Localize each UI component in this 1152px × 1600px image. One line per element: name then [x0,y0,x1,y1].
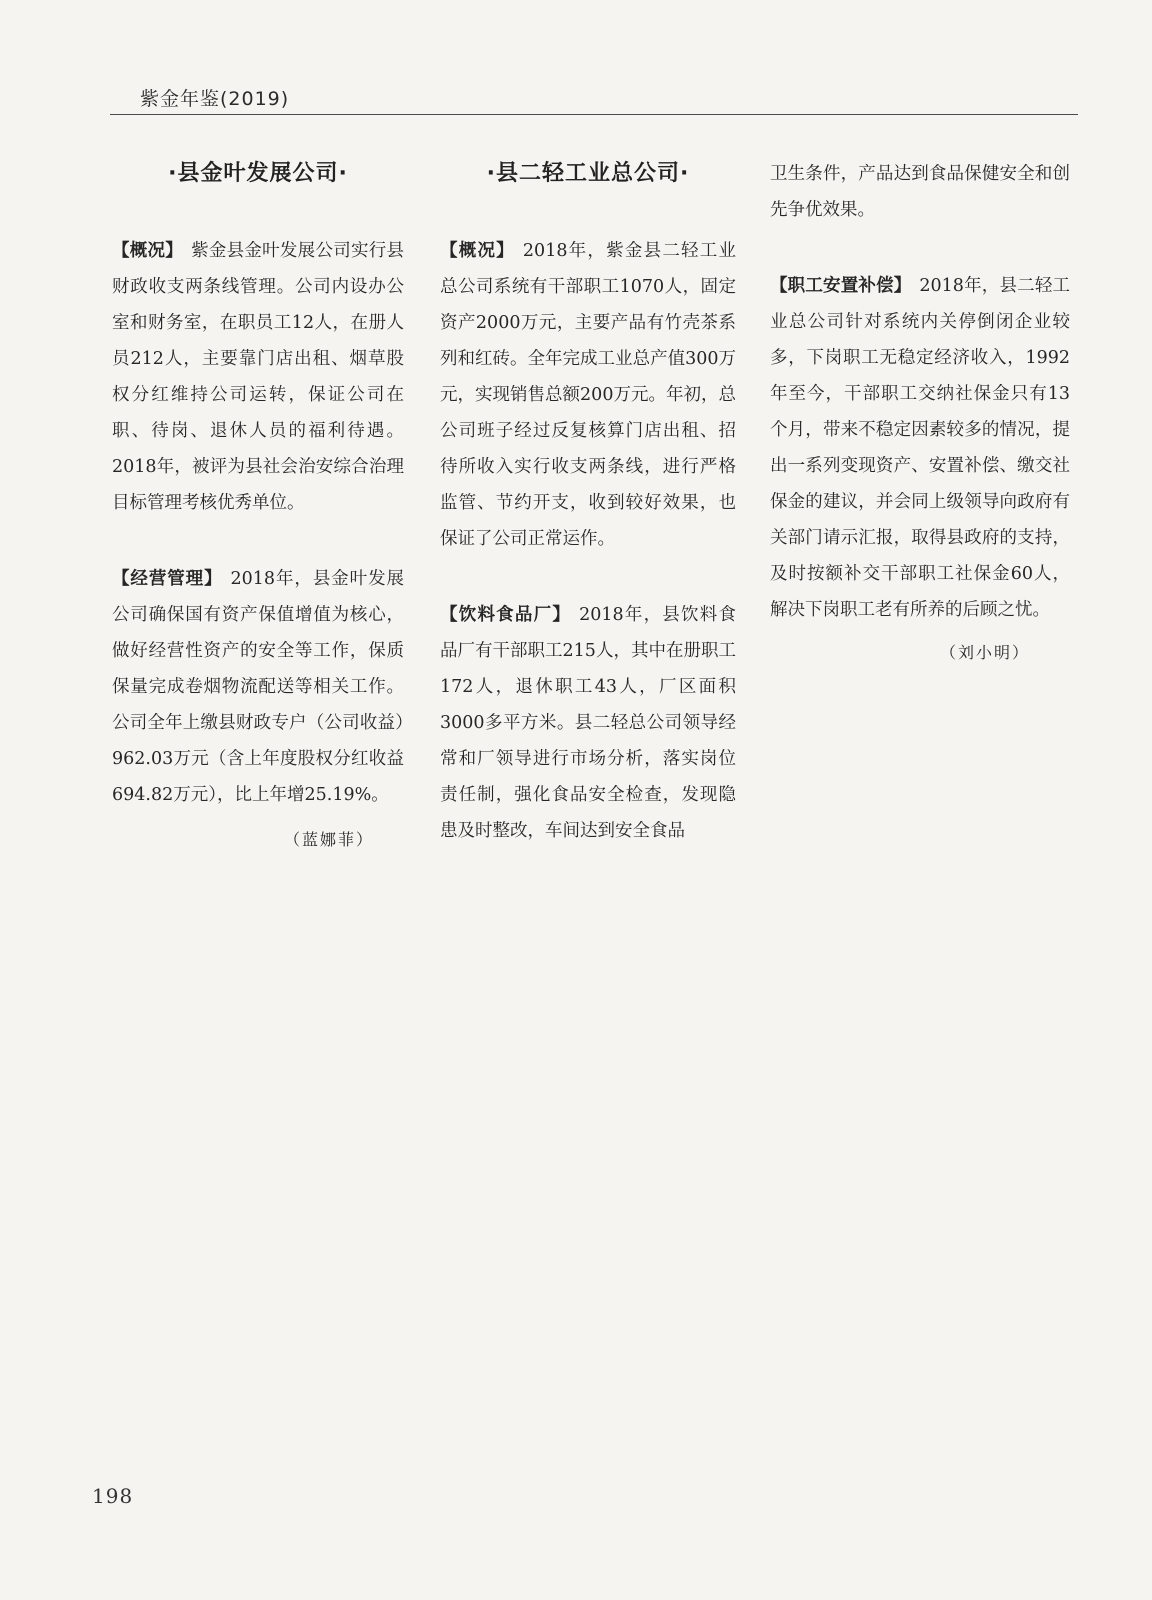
page-number: 198 [92,1484,134,1508]
paragraph-staff-compensation [770,268,1070,628]
author-credit: （刘小明） [939,643,1030,662]
paragraph-text: 2018年，县二轻工业总公司针对系统内关停倒闭企业较多，下岗职工无稳定经济收入，1992年至今，干部职工交纳社保金只有13个月，带来不稳定因素较多的情况，提出一系列变现资产、安置补偿、缴交社保金的建议，并会同上级领导向政府有关部门请示汇报，取得县政府的支持，及时按额补交干部职工社保金60人，解决下岗职工老有所养的后顾之忧。 [770,276,1070,620]
author-credit: （蓝娜菲） [283,830,374,849]
paragraph-text: 2018年，紫金县二轻工业总公司系统有干部职工1070人，固定资产2000万元，主要产品有竹壳茶系列和红砖。全年完成工业总产值300万元，实现销售总额200万元。年初，总公司班子经过反复核算门店出租、招待所收入实行收支两条线，进行严格监管、节约开支，收到较好效果，也保证了公司正常运作。 [440,241,737,549]
paragraph-overview [440,233,736,557]
column-left [112,150,404,850]
paragraph-text: 2018年，县饮料食品厂有干部职工215人，其中在册职工172人，退休职工43人，厂区面积3000多平方米。县二轻总公司领导经常和厂领导进行市场分析，落实岗位责任制，强化食品安全检查，发现隐患及时整改，车间达到安全食品 [440,605,736,841]
paragraph-text: 2018年，县金叶发展公司确保国有资产保值增值为核心，做好经营性资产的安全等工作，保质保量完成卷烟物流配送等相关工作。公司全年上缴县财政专户（公司收益）962.03万元（含上年度股权分红收益694.82万元），比上年增25.19%。 [112,569,405,805]
paragraph-management [112,561,404,813]
paragraph-overview [112,233,404,521]
paragraph-continuation: 卫生条件，产品达到食品保健安全和创先争优效果。 [770,164,1070,220]
paragraph-tag: 【经营管理】 [112,569,223,589]
running-header-title: 紫金年鉴(2019) [140,88,290,110]
paragraph-beverage-factory [440,597,736,849]
paragraph-tag: 【职工安置补偿】 [770,276,912,296]
header-divider [110,114,1078,115]
paragraph-tag: 【概况】 [440,241,515,261]
column-middle [440,150,736,889]
paragraph-tag: 【概况】 [112,241,184,261]
paragraph-text: 紫金县金叶发展公司实行县财政收支两条线管理。公司内设办公室和财务室，在职员工12人，在册人员212人，主要靠门店出租、烟草股权分红维持公司运转，保证公司在职、待岗、退休人员的福利待遇。2018年，被评为县社会治安综合治理目标管理考核优秀单位。 [112,241,405,513]
paragraph-tag: 【饮料食品厂】 [440,605,572,625]
section-title-erqing: ·县二轻工业总公司· [486,161,690,186]
column-right [770,156,1070,663]
section-title-jinye: ·县金叶发展公司· [168,161,348,186]
